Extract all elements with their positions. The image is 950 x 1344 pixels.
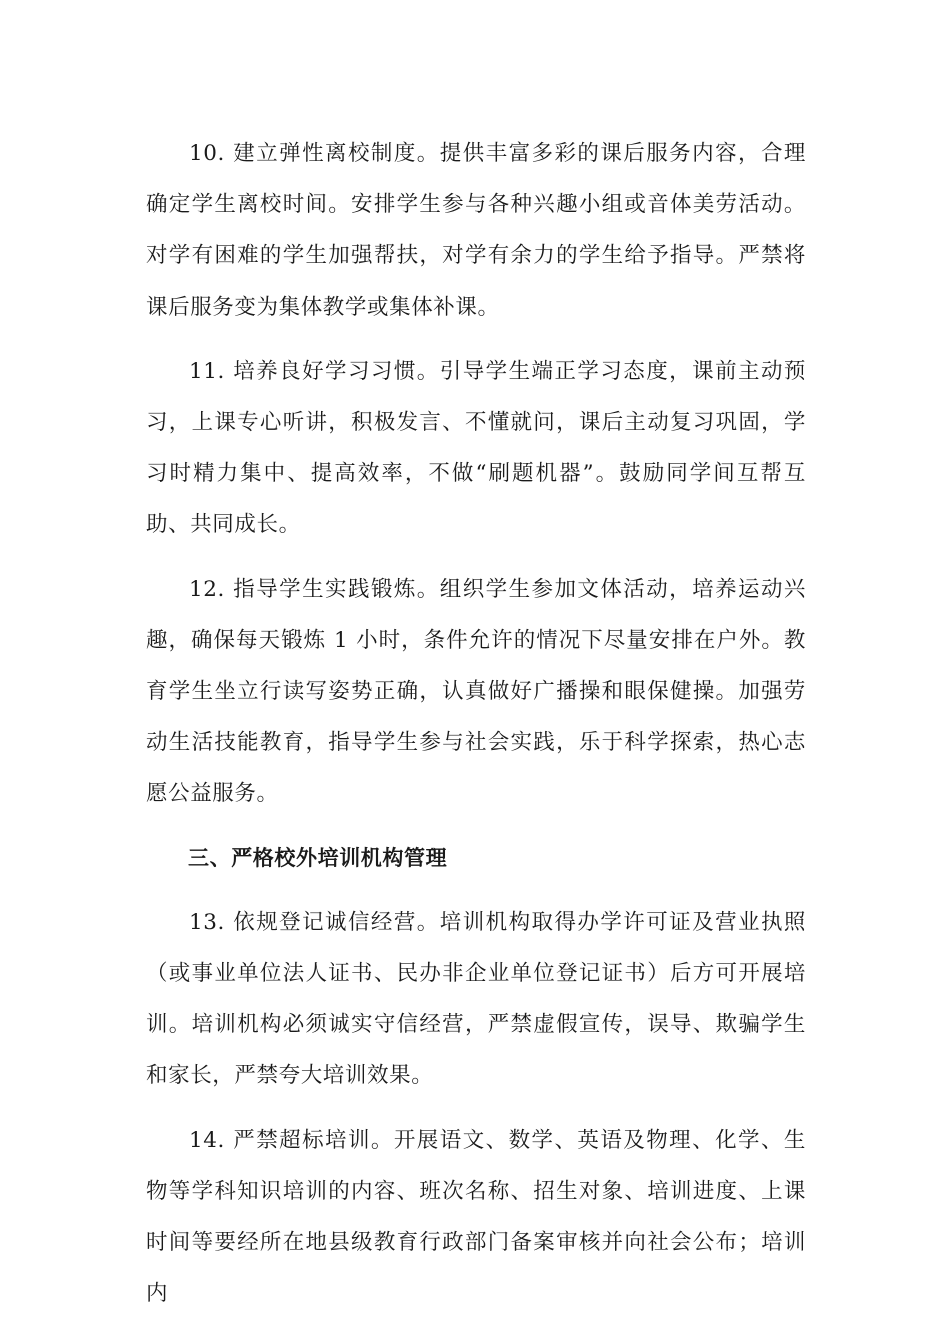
paragraph-11: 11. 培养良好学习习惯。引导学生端正学习态度，课前主动预习，上课专心听讲，积极发言、不懂就问，课后主动复习巩固，学习时精力集中、提高效率，不做“刷题机器”。鼓励同学间互帮互助、共同成长。	[146, 358, 806, 538]
document-body	[146, 128, 806, 1332]
paragraph-10: 10. 建立弹性离校制度。提供丰富多彩的课后服务内容，合理确定学生离校时间。安排学生参与各种兴趣小组或音体美劳活动。对学有困难的学生加强帮扶，对学有余力的学生给予指导。严禁将课后服务变为集体教学或集体补课。	[146, 141, 806, 320]
paragraph-13: 13. 依规登记诚信经营。培训机构取得办学许可证及营业执照（或事业单位法人证书、民办非企业单位登记证书）后方可开展培训。培训机构必须诚实守信经营，严禁虚假宣传，误导、欺骗学生和家长，严禁夸大培训效果。	[146, 909, 806, 1089]
section-heading: 三、严格校外培训机构管理	[188, 845, 448, 870]
paragraph-12: 12. 指导学生实践锻炼。组织学生参加文体活动，培养运动兴趣，确保每天锻炼 1 小时，条件允许的情况下尽量安排在户外。教育学生坐立行读写姿势正确，认真做好广播操和眼保健操。加强劳动生活技能教育，指导学生参与社会实践，乐于科学探索，热心志愿公益服务。	[146, 576, 806, 807]
paragraph-14: 14. 严禁超标培训。开展语文、数学、英语及物理、化学、生物等学科知识培训的内容、班次名称、招生对象、培训进度、上课时间等要经所在地县级教育行政部门备案审核并向社会公布；培训内	[146, 1127, 806, 1307]
